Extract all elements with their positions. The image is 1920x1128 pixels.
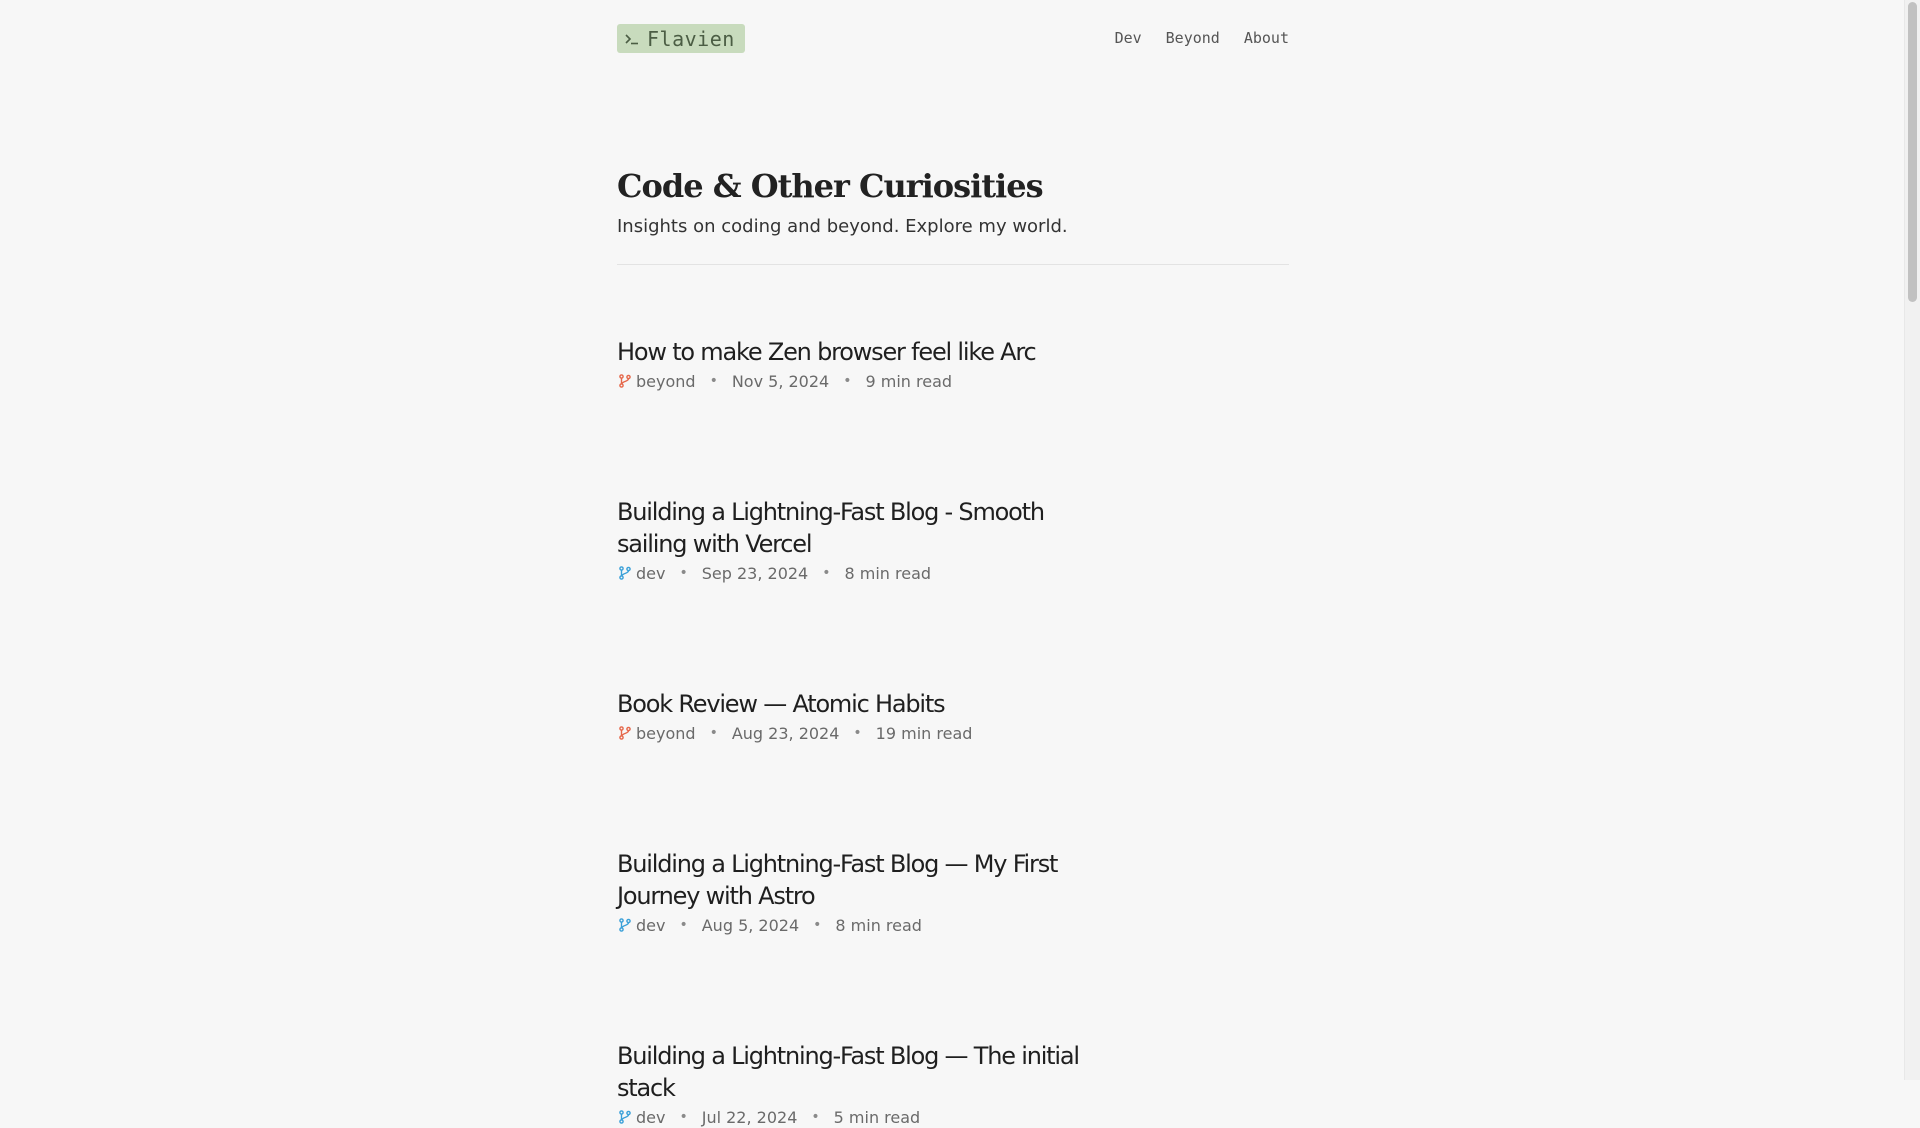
post-read-time: 5 min read bbox=[833, 1107, 921, 1127]
post-meta bbox=[617, 722, 1117, 744]
post-read-time: 8 min read bbox=[844, 563, 932, 583]
post-tag-label: beyond bbox=[636, 371, 696, 391]
meta-separator: • bbox=[813, 917, 822, 933]
post-tag[interactable] bbox=[617, 1108, 665, 1127]
meta-separator: • bbox=[853, 725, 862, 741]
post-date: Jul 22, 2024 bbox=[701, 1107, 798, 1127]
git-branch-icon bbox=[617, 917, 633, 933]
git-branch-icon bbox=[617, 1109, 633, 1125]
nav-link-dev[interactable]: Dev bbox=[1114, 29, 1142, 47]
post-tag-label: dev bbox=[636, 563, 666, 583]
site-header bbox=[617, 24, 1289, 54]
post-title[interactable]: How to make Zen browser feel like Arc bbox=[617, 338, 1036, 366]
post-item bbox=[617, 1040, 1117, 1128]
post-tag[interactable] bbox=[617, 372, 696, 391]
site-logo[interactable] bbox=[617, 24, 745, 53]
main-nav bbox=[1115, 29, 1289, 47]
scrollbar-thumb[interactable] bbox=[1908, 2, 1917, 302]
post-read-time: 9 min read bbox=[865, 371, 953, 391]
post-date: Aug 23, 2024 bbox=[731, 723, 840, 743]
meta-separator: • bbox=[822, 565, 831, 581]
git-branch-icon bbox=[617, 373, 633, 389]
post-meta bbox=[617, 914, 1117, 936]
meta-separator: • bbox=[709, 725, 718, 741]
post-date: Aug 5, 2024 bbox=[701, 915, 800, 935]
vertical-scrollbar[interactable] bbox=[1904, 0, 1920, 1080]
post-tag[interactable] bbox=[617, 564, 665, 583]
post-item bbox=[617, 848, 1117, 936]
meta-separator: • bbox=[709, 373, 718, 389]
post-tag[interactable] bbox=[617, 724, 696, 743]
hero bbox=[617, 164, 1289, 240]
post-item bbox=[617, 496, 1117, 584]
post-tag-label: dev bbox=[636, 915, 666, 935]
post-meta bbox=[617, 370, 1117, 392]
post-tag-label: beyond bbox=[636, 723, 696, 743]
post-tag-label: dev bbox=[636, 1107, 666, 1127]
nav-link-beyond[interactable]: Beyond bbox=[1165, 29, 1220, 47]
post-title[interactable]: Book Review — Atomic Habits bbox=[617, 690, 945, 718]
post-tag[interactable] bbox=[617, 916, 665, 935]
post-title[interactable]: Building a Lightning-Fast Blog — My First Journey with Astro bbox=[617, 850, 1058, 910]
post-meta bbox=[617, 562, 1117, 584]
nav-link-about[interactable]: About bbox=[1243, 29, 1289, 47]
git-branch-icon bbox=[617, 725, 633, 741]
meta-separator: • bbox=[679, 565, 688, 581]
terminal-prompt-icon bbox=[625, 33, 639, 45]
git-branch-icon bbox=[617, 565, 633, 581]
post-title[interactable]: Building a Lightning-Fast Blog - Smooth sailing with Vercel bbox=[617, 498, 1044, 558]
post-item bbox=[617, 336, 1117, 392]
post-date: Nov 5, 2024 bbox=[731, 371, 830, 391]
post-read-time: 8 min read bbox=[835, 915, 922, 935]
meta-separator: • bbox=[843, 373, 852, 389]
logo-text: Flavien bbox=[647, 26, 735, 51]
post-title[interactable]: Building a Lightning-Fast Blog — The initial stack bbox=[617, 1042, 1079, 1102]
page-subtitle: Insights on coding and beyond. Explore my world. bbox=[617, 216, 1068, 237]
post-read-time: 19 min read bbox=[875, 723, 973, 743]
page-title: Code & Other Curiosities bbox=[617, 167, 1043, 205]
meta-separator: • bbox=[679, 1109, 688, 1125]
divider bbox=[617, 264, 1289, 265]
post-meta bbox=[617, 1106, 1117, 1128]
meta-separator: • bbox=[679, 917, 688, 933]
meta-separator: • bbox=[811, 1109, 820, 1125]
post-item bbox=[617, 688, 1117, 744]
post-date: Sep 23, 2024 bbox=[701, 563, 809, 583]
